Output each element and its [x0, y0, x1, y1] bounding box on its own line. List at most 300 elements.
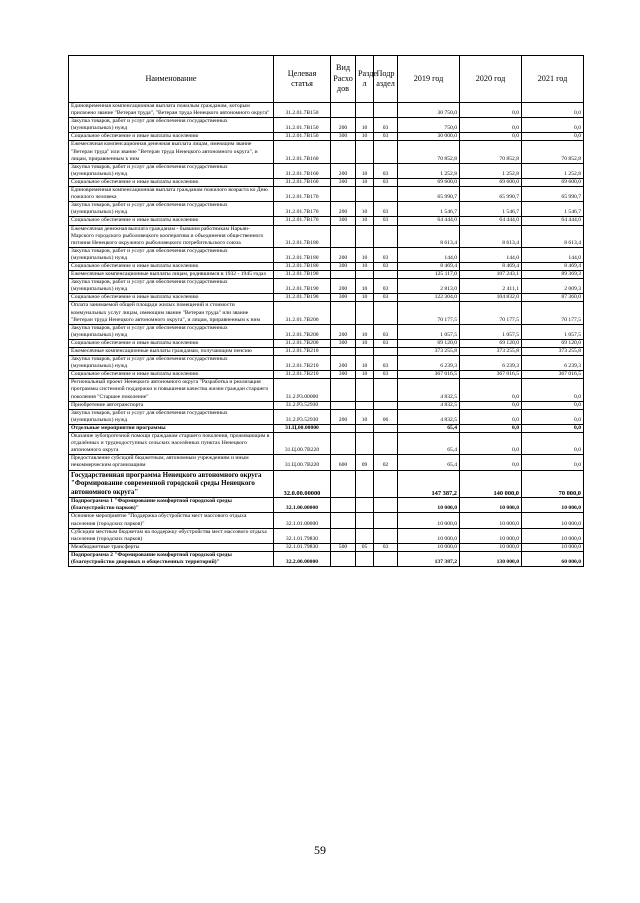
cell-section: 10: [356, 409, 374, 424]
cell-target: 32.1.01.79830: [274, 528, 331, 543]
cell-name: Закупка товаров, работ и услуг для обеспечения государственных (муниципальных) нужд: [69, 118, 274, 133]
cell-subsection: 03: [374, 279, 398, 294]
cell-2021: 0,0: [522, 409, 584, 424]
cell-subsection: [374, 187, 398, 202]
cell-type: [331, 551, 356, 566]
header-target: Целевая статья: [274, 56, 331, 103]
cell-name: Закупка товаров, работ и услуг для обеспечения государственных (муниципальных) нужд: [69, 356, 274, 371]
cell-subsection: 03: [374, 339, 398, 347]
cell-type: [331, 470, 356, 498]
cell-section: 10: [356, 247, 374, 262]
cell-section: [356, 271, 374, 279]
cell-2019: 373 255,8: [398, 348, 460, 356]
cell-2020: 104 832,0: [460, 294, 522, 302]
cell-2019: 4 832,5: [398, 409, 460, 424]
cell-subsection: [374, 348, 398, 356]
cell-name: Социальное обеспечение и иные выплаты населению: [69, 371, 274, 379]
cell-subsection: 03: [374, 324, 398, 339]
cell-2020: 10 000,0: [460, 498, 522, 513]
cell-type: [331, 187, 356, 202]
cell-name: Единовременная компенсационная выплата гражданам пожилого возраста ко Дню пожилого человека: [69, 187, 274, 202]
cell-name: Приобретение автотранспорта: [69, 401, 274, 409]
cell-type: 300: [331, 217, 356, 225]
table-row: [69, 225, 584, 247]
cell-2019: 1 546,7: [398, 202, 460, 217]
cell-target: 31.2.P3.52930: [274, 409, 331, 424]
table-row: [69, 202, 584, 217]
cell-target: 31.2.01.7В200: [274, 302, 331, 324]
cell-2020: 8 469,4: [460, 262, 522, 270]
cell-subsection: 03: [374, 356, 398, 371]
cell-section: [356, 551, 374, 566]
table-row: [69, 118, 584, 133]
table-row: [69, 409, 584, 424]
cell-section: 10: [356, 339, 374, 347]
table-row: [69, 262, 584, 270]
cell-2020: 144,0: [460, 247, 522, 262]
cell-name: Региональный проект Ненецкого автономного округа "Разработка и реализация программы системной поддержки и повышения качества жизни граждан старшего поколения "Старшее поколение": [69, 379, 274, 401]
cell-2019: 69 600,0: [398, 178, 460, 186]
cell-section: 10: [356, 118, 374, 133]
cell-2021: 65 990,7: [522, 187, 584, 202]
table-body: [69, 103, 584, 567]
cell-name: Основное мероприятие "Поддержка обустройства мест массового отдыха населения (городских парков)": [69, 513, 274, 528]
table-row: [69, 217, 584, 225]
cell-target: 31.2.01.7В190: [274, 279, 331, 294]
cell-target: 31.2.01.7В150: [274, 118, 331, 133]
cell-name: Социальное обеспечение и иные выплаты населению: [69, 339, 274, 347]
cell-target: 31.2.01.7В200: [274, 324, 331, 339]
cell-target: 31.2.01.7В170: [274, 187, 331, 202]
cell-subsection: [374, 103, 398, 118]
cell-section: [356, 498, 374, 513]
cell-section: [356, 433, 374, 455]
cell-section: 10: [356, 163, 374, 178]
cell-2020: 70 852,8: [460, 141, 522, 163]
cell-type: [331, 103, 356, 118]
cell-2019: 125 117,0: [398, 271, 460, 279]
cell-2019: 70 177,5: [398, 302, 460, 324]
page-number: 59: [314, 843, 326, 857]
cell-type: [331, 528, 356, 543]
cell-2021: 0,0: [522, 455, 584, 470]
cell-2021: 69 600,0: [522, 178, 584, 186]
cell-type: [331, 379, 356, 401]
header-name: Наименование: [69, 56, 274, 103]
cell-2021: 0,0: [522, 133, 584, 141]
cell-section: [356, 187, 374, 202]
cell-2019: 8 613,4: [398, 225, 460, 247]
cell-target: 31.2.01.7В210: [274, 348, 331, 356]
cell-type: 200: [331, 118, 356, 133]
cell-type: 300: [331, 371, 356, 379]
cell-name: Оказание зубопротезной помощи гражданам старшего поколения, проживающим в отдалённых и труднодоступных сельских населённых пунктах Ненецкого автономного округа: [69, 433, 274, 455]
cell-target: 31.2.01.7В160: [274, 178, 331, 186]
cell-name: Закупка товаров, работ и услуг для обеспечения государственных (муниципальных) нужд: [69, 324, 274, 339]
table-header: [69, 56, 584, 103]
cell-target: 31.Ц.00.7В220: [274, 455, 331, 470]
cell-type: 300: [331, 294, 356, 302]
cell-2019: 64 444,0: [398, 217, 460, 225]
cell-subsection: [374, 271, 398, 279]
cell-name: Социальное обеспечение и иные выплаты населению: [69, 294, 274, 302]
cell-name: Социальное обеспечение и иные выплаты населению: [69, 217, 274, 225]
cell-2021: 70 000,0: [522, 470, 584, 498]
cell-target: 31.2.01.7В200: [274, 339, 331, 347]
cell-2019: 65,4: [398, 455, 460, 470]
cell-target: 31.2.01.7В180: [274, 225, 331, 247]
cell-type: [331, 424, 356, 432]
cell-2020: 6 239,3: [460, 356, 522, 371]
cell-2019: 6 239,3: [398, 356, 460, 371]
cell-section: [356, 470, 374, 498]
cell-2020: 140 000,0: [460, 470, 522, 498]
cell-subsection: 03: [374, 163, 398, 178]
cell-subsection: [374, 401, 398, 409]
cell-2020: 10 000,0: [460, 543, 522, 551]
cell-2020: 10 000,0: [460, 528, 522, 543]
cell-subsection: [374, 433, 398, 455]
cell-target: 31.2.01.7В160: [274, 163, 331, 178]
table-row: [69, 133, 584, 141]
cell-name: Ежемесячные компенсационные выплаты лицам, родившимся в 1932 - 1945 годах: [69, 271, 274, 279]
table-row: [69, 247, 584, 262]
cell-section: [356, 513, 374, 528]
cell-name: Ежемесячная компенсационная денежная выплата лицам, имеющим звание "Ветеран труда" или звание "Ветеран труда Ненецкого автономного округа", и лицам, приравненным к ним: [69, 141, 274, 163]
cell-type: [331, 302, 356, 324]
cell-2020: 0,0: [460, 433, 522, 455]
budget-table: [68, 55, 584, 567]
cell-name: Подпрограмма 2 "Формирование комфортной городской среды (благоустройство дворовых и общественных территорий)": [69, 551, 274, 566]
cell-name: Межбюджетные трансферты: [69, 543, 274, 551]
cell-type: 300: [331, 178, 356, 186]
table-row: [69, 498, 584, 513]
cell-target: 31.2.P3.52930: [274, 401, 331, 409]
cell-2019: 70 852,8: [398, 141, 460, 163]
table-row: [69, 528, 584, 543]
cell-2021: 373 255,8: [522, 348, 584, 356]
cell-2019: 65 990,7: [398, 187, 460, 202]
cell-target: 31.2.01.7В170: [274, 217, 331, 225]
cell-2019: 65,4: [398, 433, 460, 455]
cell-2019: 8 469,4: [398, 262, 460, 270]
cell-2020: 130 000,0: [460, 551, 522, 566]
cell-2020: 69 600,0: [460, 178, 522, 186]
cell-2020: 367 016,5: [460, 371, 522, 379]
cell-2020: 107 243,1: [460, 271, 522, 279]
cell-target: 31.2.01.7В170: [274, 202, 331, 217]
cell-name: Закупка товаров, работ и услуг для обеспечения государственных (муниципальных) нужд: [69, 163, 274, 178]
cell-subsection: [374, 141, 398, 163]
table-row: [69, 339, 584, 347]
header-subsection: Подр аздел: [374, 56, 398, 103]
table-row: [69, 470, 584, 498]
table-row: [69, 294, 584, 302]
cell-2019: 69 120,0: [398, 339, 460, 347]
cell-name: Единовременная компенсационная выплата пожилым гражданам, которым присвоено звание "Ветеран труда", "Ветеран труда Ненецкого автономного округа": [69, 103, 274, 118]
cell-2019: 1 252,8: [398, 163, 460, 178]
cell-target: 31.2.P3.00000: [274, 379, 331, 401]
cell-2021: 0,0: [522, 118, 584, 133]
header-row: [69, 56, 584, 103]
cell-target: 31.2.01.7В150: [274, 133, 331, 141]
cell-2019: 122 304,0: [398, 294, 460, 302]
cell-target: 31.Ц.00.7В220: [274, 433, 331, 455]
table-row: [69, 103, 584, 118]
cell-subsection: 03: [374, 217, 398, 225]
table-row: [69, 371, 584, 379]
table-row: [69, 356, 584, 371]
cell-name: Закупка товаров, работ и услуг для обеспечения государственных (муниципальных) нужд: [69, 279, 274, 294]
table-row: [69, 543, 584, 551]
cell-2019: 10 000,0: [398, 513, 460, 528]
table-row: [69, 302, 584, 324]
cell-type: [331, 225, 356, 247]
header-2020: 2020 год: [460, 56, 522, 103]
cell-subsection: [374, 470, 398, 498]
cell-2019: 144,0: [398, 247, 460, 262]
cell-type: 200: [331, 324, 356, 339]
cell-section: [356, 103, 374, 118]
cell-section: [356, 379, 374, 401]
cell-section: 05: [356, 543, 374, 551]
cell-2019: 10 000,0: [398, 498, 460, 513]
cell-subsection: 03: [374, 133, 398, 141]
cell-section: 10: [356, 178, 374, 186]
cell-2020: 1 252,8: [460, 163, 522, 178]
cell-2019: 10 000,0: [398, 528, 460, 543]
cell-2019: 4 832,5: [398, 379, 460, 401]
cell-2019: 147 387,2: [398, 470, 460, 498]
cell-type: 200: [331, 247, 356, 262]
cell-2021: 10 000,0: [522, 498, 584, 513]
cell-2021: 10 000,0: [522, 513, 584, 528]
cell-subsection: 03: [374, 202, 398, 217]
cell-2019: 65,4: [398, 424, 460, 432]
cell-name: Ежемесячные компенсационные выплаты гражданам, получающим пенсию: [69, 348, 274, 356]
cell-2019: 2 813,0: [398, 279, 460, 294]
table-row: [69, 163, 584, 178]
cell-section: 09: [356, 455, 374, 470]
cell-2021: 1 252,8: [522, 163, 584, 178]
cell-target: 32.0.00.00000: [274, 470, 331, 498]
cell-type: 300: [331, 133, 356, 141]
cell-name: Ежемесячная денежная выплата гражданам - бывшим работникам Нарьян-Марского городского рыболовецкого кооператива и объединения общественного питания Ненецкого окружного рыболовецкого потребительского союза: [69, 225, 274, 247]
cell-2021: 1 057,5: [522, 324, 584, 339]
cell-subsection: 03: [374, 294, 398, 302]
cell-section: 10: [356, 324, 374, 339]
cell-section: 10: [356, 371, 374, 379]
cell-subsection: 03: [374, 247, 398, 262]
cell-2020: 373 255,8: [460, 348, 522, 356]
header-2021: 2021 год: [522, 56, 584, 103]
cell-section: 10: [356, 294, 374, 302]
cell-name: Субсидии местным бюджетам на поддержку обустройства мест массового отдыха населения (городских парков): [69, 528, 274, 543]
cell-2021: 367 016,5: [522, 371, 584, 379]
cell-name: Подпрограмма 1 "Формирование комфортной городской среды (благоустройство парков)": [69, 498, 274, 513]
cell-subsection: [374, 551, 398, 566]
cell-target: 31.2.01.7В210: [274, 371, 331, 379]
cell-section: 10: [356, 356, 374, 371]
cell-section: [356, 225, 374, 247]
table-row: [69, 424, 584, 432]
cell-2021: 69 120,0: [522, 339, 584, 347]
cell-2019: 30 750,0: [398, 103, 460, 118]
cell-target: 31.2.01.7В180: [274, 247, 331, 262]
cell-type: [331, 401, 356, 409]
cell-2019: 30 000,0: [398, 133, 460, 141]
cell-2021: 8 613,4: [522, 225, 584, 247]
cell-2019: 750,0: [398, 118, 460, 133]
cell-section: 10: [356, 279, 374, 294]
cell-2020: 0,0: [460, 118, 522, 133]
cell-section: 10: [356, 217, 374, 225]
cell-2021: 87 360,0: [522, 294, 584, 302]
cell-2021: 0,0: [522, 433, 584, 455]
cell-subsection: [374, 225, 398, 247]
cell-section: [356, 348, 374, 356]
table-row: [69, 401, 584, 409]
cell-name: Оплата занимаемой общей площади жилых помещений и стоимости коммунальных услуг лицам, имеющим звание "Ветеран труда" или звание "Ветеран труда Ненецкого автономного округа", и лицам, приравненным к ним: [69, 302, 274, 324]
cell-2020: 0,0: [460, 133, 522, 141]
cell-2021: 0,0: [522, 401, 584, 409]
cell-section: [356, 141, 374, 163]
table-row: [69, 551, 584, 566]
cell-name: Закупка товаров, работ и услуг для обеспечения государственных (муниципальных) нужд: [69, 409, 274, 424]
cell-subsection: [374, 379, 398, 401]
cell-section: 10: [356, 262, 374, 270]
cell-type: 200: [331, 163, 356, 178]
cell-target: 31.2.01.7В160: [274, 141, 331, 163]
cell-subsection: [374, 513, 398, 528]
table-row: [69, 178, 584, 186]
cell-2020: 70 177,5: [460, 302, 522, 324]
cell-target: 31.2.01.7В190: [274, 271, 331, 279]
cell-type: 200: [331, 202, 356, 217]
cell-type: 300: [331, 262, 356, 270]
cell-name: Социальное обеспечение и иные выплаты населению: [69, 133, 274, 141]
table-row: [69, 348, 584, 356]
cell-section: [356, 401, 374, 409]
cell-type: [331, 513, 356, 528]
cell-subsection: 03: [374, 118, 398, 133]
cell-2021: 10 000,0: [522, 528, 584, 543]
cell-section: [356, 528, 374, 543]
cell-type: 200: [331, 409, 356, 424]
cell-2019: 137 387,2: [398, 551, 460, 566]
cell-name: Закупка товаров, работ и услуг для обеспечения государственных (муниципальных) нужд: [69, 247, 274, 262]
cell-subsection: [374, 424, 398, 432]
cell-2021: 6 239,3: [522, 356, 584, 371]
table-row: [69, 271, 584, 279]
cell-2021: 144,0: [522, 247, 584, 262]
table-row: [69, 433, 584, 455]
cell-2021: 60 000,0: [522, 551, 584, 566]
header-type: Вид Расхо дов: [331, 56, 356, 103]
cell-2021: 70 852,8: [522, 141, 584, 163]
cell-type: 500: [331, 543, 356, 551]
cell-name: Государственная программа Ненецкого автономного округа "Формирование современной городской среды Ненецкого автономного округа": [69, 470, 274, 498]
cell-section: [356, 424, 374, 432]
cell-target: 31.2.01.7В180: [274, 262, 331, 270]
cell-type: 300: [331, 339, 356, 347]
cell-2020: 0,0: [460, 379, 522, 401]
cell-name: Социальное обеспечение и иные выплаты населению: [69, 178, 274, 186]
cell-name: Социальное обеспечение и иные выплаты населению: [69, 262, 274, 270]
cell-2020: 0,0: [460, 103, 522, 118]
cell-type: 200: [331, 279, 356, 294]
cell-target: 32.1.01.79830: [274, 543, 331, 551]
cell-type: [331, 433, 356, 455]
table-row: [69, 324, 584, 339]
table-row: [69, 513, 584, 528]
cell-2020: 1 057,5: [460, 324, 522, 339]
cell-subsection: 03: [374, 543, 398, 551]
table-row: [69, 187, 584, 202]
cell-2020: 0,0: [460, 409, 522, 424]
cell-name: Закупка товаров, работ и услуг для обеспечения государственных (муниципальных) нужд: [69, 202, 274, 217]
cell-subsection: 02: [374, 455, 398, 470]
cell-type: [331, 498, 356, 513]
cell-type: 200: [331, 356, 356, 371]
cell-2020: 10 000,0: [460, 513, 522, 528]
cell-2021: 10 000,0: [522, 543, 584, 551]
cell-2019: 4 832,5: [398, 401, 460, 409]
header-section: Разде л: [356, 56, 374, 103]
table-row: [69, 141, 584, 163]
cell-2020: 1 546,7: [460, 202, 522, 217]
cell-name: Отдельные мероприятия программы: [69, 424, 274, 432]
cell-2020: 69 120,0: [460, 339, 522, 347]
cell-subsection: 06: [374, 409, 398, 424]
cell-subsection: 03: [374, 178, 398, 186]
cell-2020: 2 411,1: [460, 279, 522, 294]
cell-type: 600: [331, 455, 356, 470]
cell-section: 10: [356, 202, 374, 217]
cell-2021: 89 369,3: [522, 271, 584, 279]
cell-2021: 0,0: [522, 424, 584, 432]
cell-2019: 367 016,5: [398, 371, 460, 379]
cell-target: 31.2.01.7В210: [274, 356, 331, 371]
cell-2021: 1 546,7: [522, 202, 584, 217]
cell-2019: 1 057,5: [398, 324, 460, 339]
cell-subsection: [374, 302, 398, 324]
cell-target: 32.1.00.00000: [274, 498, 331, 513]
header-2019: 2019 год: [398, 56, 460, 103]
cell-2020: 0,0: [460, 455, 522, 470]
table-row: [69, 379, 584, 401]
cell-2021: 2 009,3: [522, 279, 584, 294]
cell-2020: 8 613,4: [460, 225, 522, 247]
cell-subsection: [374, 528, 398, 543]
cell-2021: 70 177,5: [522, 302, 584, 324]
cell-target: 31.Ц.00.00000: [274, 424, 331, 432]
cell-2021: 64 444,0: [522, 217, 584, 225]
cell-type: [331, 348, 356, 356]
cell-target: 31.2.01.7В150: [274, 103, 331, 118]
cell-2021: 8 469,4: [522, 262, 584, 270]
cell-target: 32.2.00.00000: [274, 551, 331, 566]
cell-name: Предоставление субсидий бюджетным, автономным учреждениям и иным некоммерческим организациям: [69, 455, 274, 470]
cell-2020: 65 990,7: [460, 187, 522, 202]
cell-section: 10: [356, 133, 374, 141]
cell-2020: 0,0: [460, 401, 522, 409]
cell-2021: 0,0: [522, 379, 584, 401]
cell-section: [356, 302, 374, 324]
cell-2019: 10 000,0: [398, 543, 460, 551]
table-row: [69, 279, 584, 294]
cell-target: 31.2.01.7В190: [274, 294, 331, 302]
